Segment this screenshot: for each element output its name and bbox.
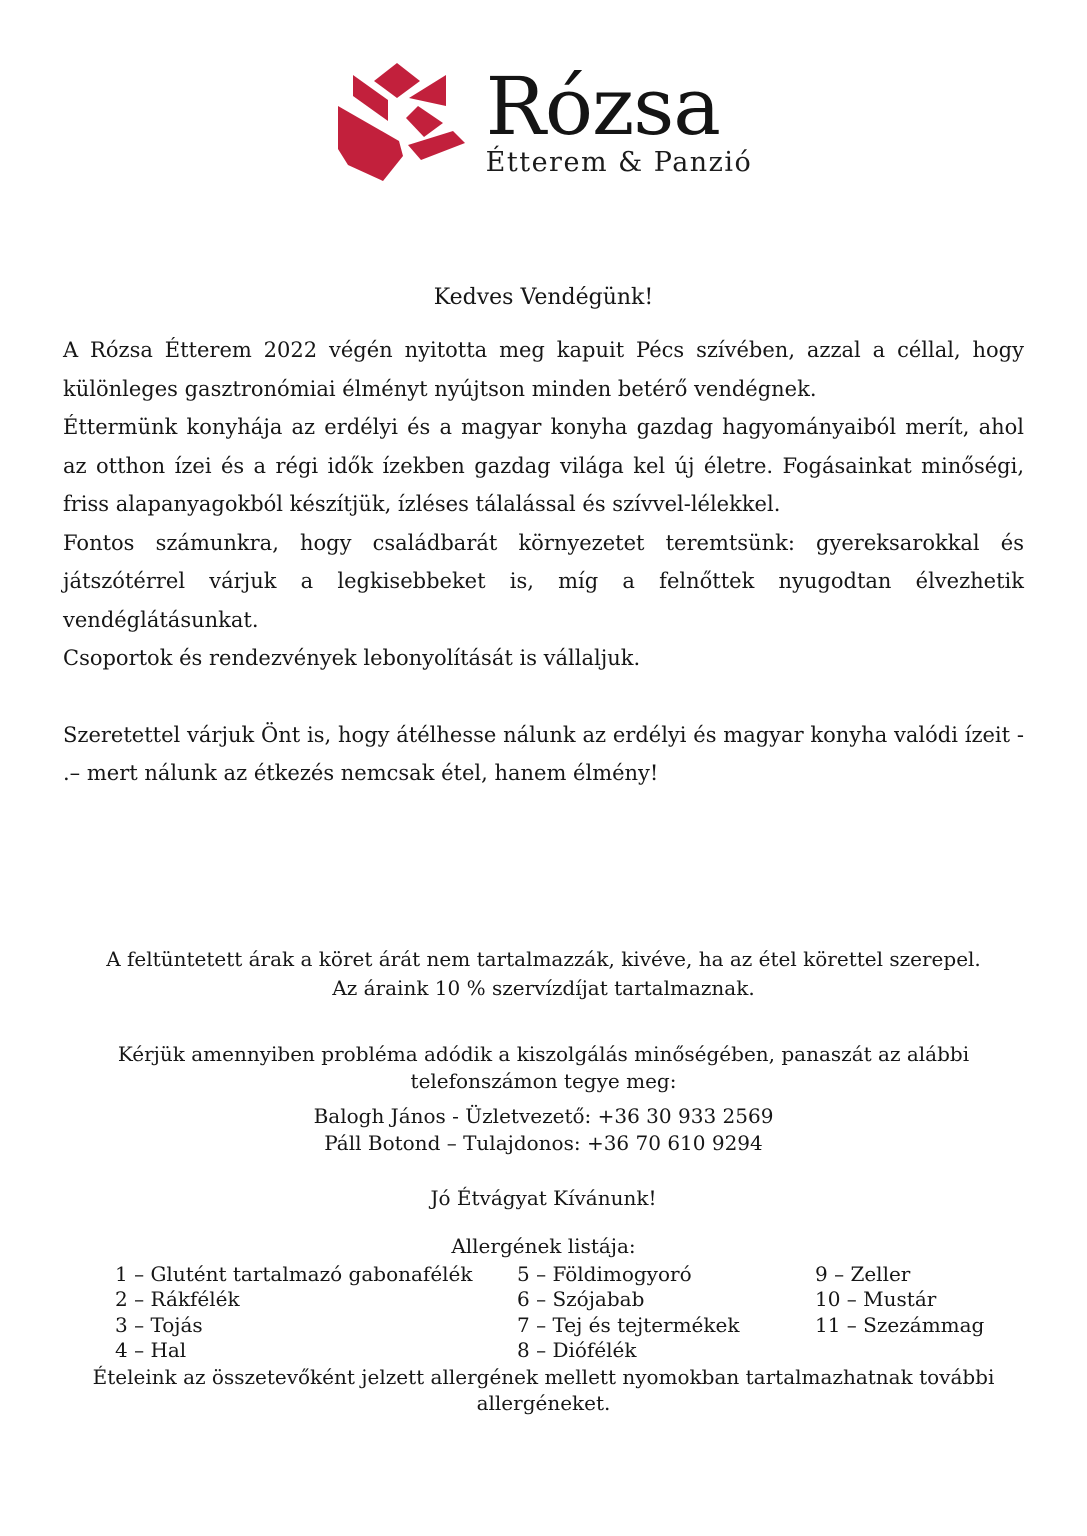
- complaint-note-line1: Kérjük amennyiben probléma adódik a kiszolgálás minőségében, panaszát az alábbi: [117, 1041, 970, 1066]
- allergen-column-3: [815, 1262, 1024, 1364]
- allergen-title: Allergének listája:: [451, 1233, 636, 1258]
- logo: [63, 55, 1024, 193]
- contact-block: [63, 1103, 1024, 1157]
- allergen-item: 9 – Zeller: [815, 1261, 911, 1286]
- closing-paragraph: Szeretettel várjuk Önt is, hogy átélhesse nálunk az erdélyi és magyar konyha valódi ízeit - .– mert nálunk az étkezés nemcsak étel, hanem élmény!: [63, 722, 1024, 785]
- intro-paragraph-4: Csoportok és rendezvények lebonyolítását is vállaljuk.: [63, 646, 641, 670]
- allergen-item: 8 – Diófélék: [517, 1338, 637, 1362]
- complaint-note: [63, 1041, 1024, 1095]
- logo-text: [485, 60, 753, 178]
- allergen-item: 5 – Földimogyoró: [517, 1261, 692, 1286]
- allergen-item: 4 – Hal: [115, 1338, 187, 1362]
- pricing-note-line2: Az áraink 10 % szervízdíjat tartalmaznak.: [332, 975, 755, 1000]
- intro-paragraph-1: A Rózsa Étterem 2022 végén nyitotta meg kapuit Pécs szívében, azzal a céllal, hogy különleges gasztronómiai élményt nyújtson minden betérő vendégnek.: [63, 338, 1024, 401]
- intro-text: [63, 331, 1024, 793]
- contact-owner: Páll Botond – Tulajdonos: +36 70 610 9294: [324, 1130, 763, 1155]
- pricing-note: [63, 945, 1024, 1003]
- allergen-column-2: [517, 1262, 815, 1364]
- allergen-item: 7 – Tej és tejtermékek: [517, 1312, 740, 1337]
- bon-appetit: Jó Étvágyat Kívánunk!: [430, 1185, 657, 1210]
- pricing-note-line1: A feltüntetett árak a köret árát nem tartalmazzák, kivéve, ha az étel körettel szerepel.: [106, 946, 981, 971]
- intro-paragraph-3: Fontos számunkra, hogy családbarát környezetet teremtsünk: gyereksarokkal és játszótérrel várjuk a legkisebbeket is, míg a felnőttek nyugodtan élvezhetik vendéglátásunkat.: [63, 530, 1024, 632]
- contact-manager: Balogh János - Üzletvezető: +36 30 933 2569: [313, 1103, 774, 1128]
- allergen-item: 11 – Szezámmag: [815, 1312, 985, 1337]
- allergen-column-1: [115, 1262, 517, 1364]
- rose-logo-icon: [335, 57, 470, 192]
- allergen-item: 6 – Szójabab: [517, 1287, 645, 1311]
- allergen-item: 3 – Tojás: [115, 1312, 203, 1337]
- intro-paragraph-2: Éttermünk konyhája az erdélyi és a magyar konyha gazdag hagyományaiból merít, ahol az otthon ízei és a régi idők ízekben gazdag világa kel új életre. Fogásainkat minőségi, friss alapanyagokból készítjük, ízléses tálalással és szívvel-lélekkel.: [63, 415, 1024, 516]
- greeting-heading: Kedves Vendégünk!: [433, 285, 654, 310]
- allergen-item: 2 – Rákfélék: [115, 1287, 240, 1311]
- complaint-note-line2: telefonszámon tegye meg:: [410, 1068, 677, 1093]
- allergen-footer: Ételeink az összetevőként jelzett allergének mellett nyomokban tartalmazhatnak további allergéneket.: [92, 1364, 995, 1415]
- allergen-item: 10 – Mustár: [815, 1287, 937, 1311]
- allergen-grid: [63, 1262, 1024, 1364]
- allergen-section: [63, 1233, 1024, 1416]
- brand-name: Rózsa: [485, 60, 720, 154]
- brand-tagline: Étterem & Panzió: [485, 146, 753, 178]
- allergen-item: 1 – Glutént tartalmazó gabonafélék: [115, 1261, 473, 1286]
